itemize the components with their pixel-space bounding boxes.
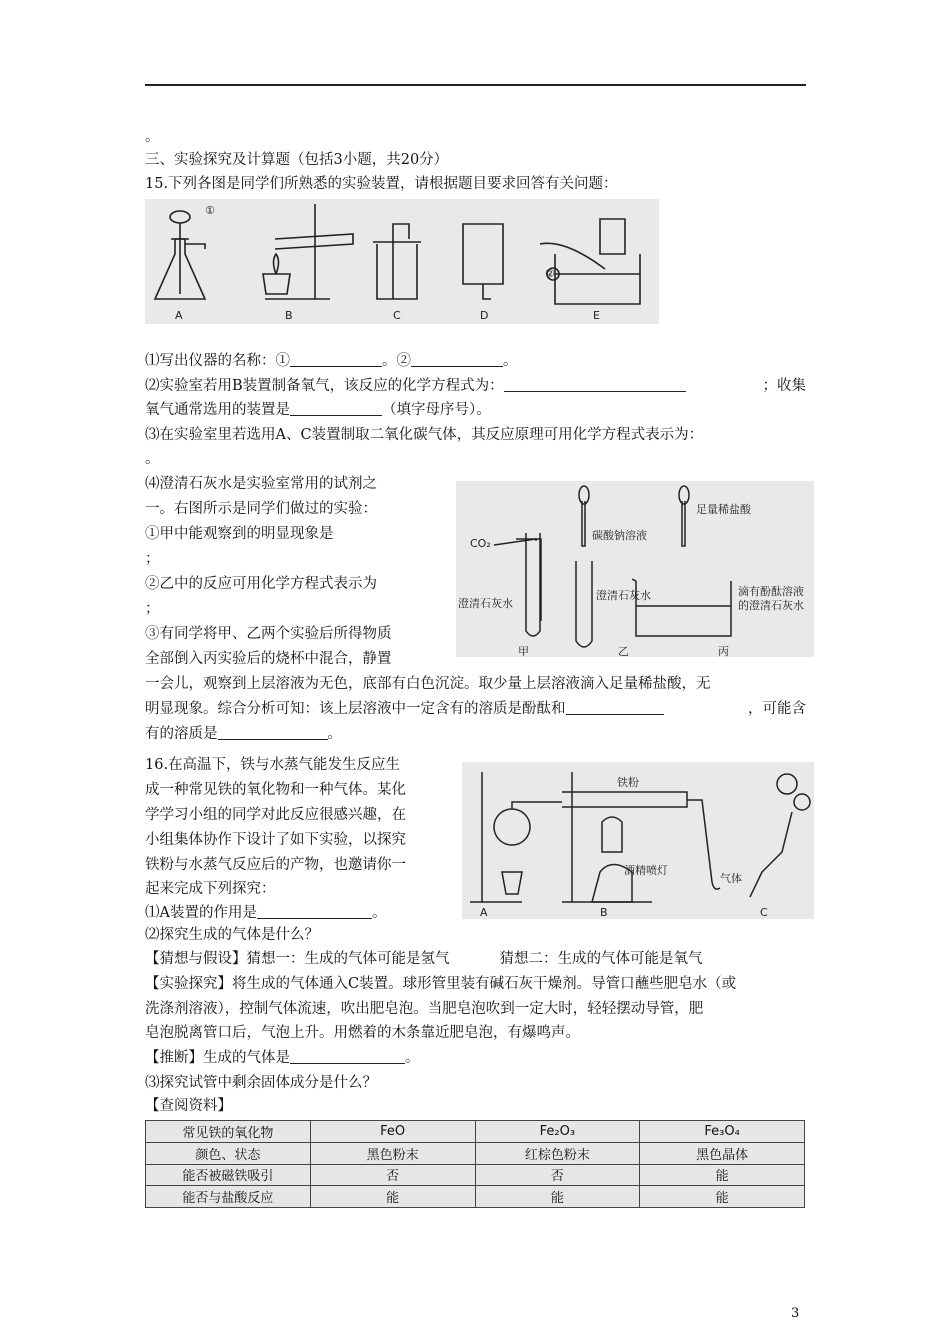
q15-part4-l7: ③有同学将甲、乙两个实验后所得物质 [145,626,392,642]
q16-part1: ⑴A装置的作用是 。 [145,905,387,921]
iron-oxides-table [145,1120,805,1208]
table-row [146,1186,805,1208]
label-c: C [393,309,401,322]
q15-stem: 15.下列各图是同学们所熟悉的实验装置，请根据题目要求回答有关问题： [145,176,618,192]
q16-part2: ⑵探究生成的气体是什么？ [145,927,319,943]
q15-part4-l5: ②乙中的反应可用化学方程式表示为 [145,576,377,592]
q15-part4-l11: 有的溶质是 。 [145,726,342,742]
table-cell: Fe₃O₄ [640,1121,805,1143]
q15-part2-line1: ⑵实验室若用B装置制备氧气，该反应的化学方程式为： ；收集 [145,378,806,394]
q16-part3: ⑶探究试管中剩余固体成分是什么？ [145,1075,377,1091]
q16-l1: 16.在高温下，铁与水蒸气能发生反应生 [145,757,401,773]
q15-part4-l8: 全部倒入丙实验后的烧杯中混合，静置 [145,651,392,667]
table-cell: Fe₂O₃ [475,1121,640,1143]
table-cell: 能否与盐酸反应 [146,1186,311,1208]
q15-part3: ⑶在实验室里若选用A、C装置制取二氧化碳气体，其反应原理可用化学方程式表示为： [145,427,704,443]
label-yi: 乙 [618,645,629,657]
phenolphthalein-label-1: 滴有酚酞溶液 [738,585,804,598]
q15-part4-l4: ； [145,551,160,567]
q15-part1: ⑴写出仪器的名称：① 。② 。 [145,353,518,369]
label-bing: 丙 [718,645,729,657]
q16-inference: 【推断】生成的气体是 。 [145,1050,420,1066]
label-jia: 甲 [518,645,529,657]
sodium-carbonate-label: 碳酸钠溶液 [592,529,647,542]
fig3-label-b: B [600,906,608,919]
label-b: B [285,309,293,322]
table-cell: 能 [640,1186,805,1208]
iron-steam-apparatus-figure [462,762,814,919]
fig3-label-c: C [760,906,768,919]
q16-hypothesis: 【猜想与假设】猜想一：生成的气体可能是氢气 猜想二：生成的气体可能是氧气 [145,951,703,967]
q16-l6: 起来完成下列探究： [145,881,276,897]
q15-part4-l9: 一会儿，观察到上层溶液为无色，底部有白色沉淀。取少量上层溶液滴入足量稀盐酸，无 [145,676,711,692]
label-d: D [480,309,489,322]
marker-2: ② [545,267,555,280]
q16-l3: 学学习小组的同学对此反应很感兴趣，在 [145,807,406,823]
gas-label: 气体 [720,872,742,885]
table-header-row [146,1121,805,1143]
q15-part4-l1: ⑷澄清石灰水是实验室常用的试剂之 [145,476,377,492]
table-cell: FeO [310,1121,475,1143]
phenolphthalein-label-2: 的澄清石灰水 [738,599,804,612]
co2-label: CO₂ [470,537,491,550]
limewater-experiments-figure [456,481,814,657]
table-cell: 否 [310,1164,475,1186]
q16-exp-l1: 【实验探究】将生成的气体通入C装置。球形管里装有碱石灰干燥剂。导管口蘸些肥皂水（或 [145,976,737,992]
table-cell: 能 [475,1186,640,1208]
label-e: E [593,309,600,322]
limewater-label-2: 澄清石灰水 [596,589,651,602]
table-cell: 否 [475,1164,640,1186]
table-row [146,1142,805,1164]
q15-part4-l6: ； [145,601,160,617]
table-row [146,1164,805,1186]
q16-l4: 小组集体协作下设计了如下实验，以探究 [145,832,406,848]
q16-reference-heading: 【查阅资料】 [145,1098,232,1114]
q15-part4-l2: 一。右图所示是同学们做过的实验： [145,501,377,517]
q16-exp-l3: 皂泡脱离管口后，气泡上升。用燃着的木条靠近肥皂泡，有爆鸣声。 [145,1025,580,1041]
table-cell: 能 [310,1186,475,1208]
q16-l2: 成一种常见铁的氧化物和一种气体。某化 [145,782,406,798]
table-cell: 红棕色粉末 [475,1142,640,1164]
table-cell: 颜色、状态 [146,1142,311,1164]
q16-exp-l2: 洗涤剂溶液），控制气体流速，吹出肥皂泡。当肥皂泡吹到一定大时，轻轻摆动导管，肥 [145,1001,704,1017]
q15-part3-end: 。 [145,451,160,467]
stray-period: 。 [145,129,160,145]
marker-1: ① [205,204,215,217]
table-cell: 能否被磁铁吸引 [146,1164,311,1186]
table-cell: 常见铁的氧化物 [146,1121,311,1143]
table-cell: 黑色晶体 [640,1142,805,1164]
q16-l5: 铁粉与水蒸气反应后的产物，也邀请你一 [145,857,406,873]
q15-part4-l10: 明显现象。综合分析可知：该上层溶液中一定含有的溶质是酚酞和 ，可能含 [145,701,806,717]
label-a: A [175,309,183,322]
section-title: 三、实验探究及计算题（包括3小题，共20分） [145,152,449,168]
blowtorch-label: 酒精喷灯 [624,864,668,877]
table-cell: 黑色粉末 [310,1142,475,1164]
fig3-label-a: A [480,906,488,919]
iron-powder-label: 铁粉 [617,776,639,789]
header-rule [145,84,806,86]
hydrochloric-acid-label: 足量稀盐酸 [696,503,751,516]
page-number: 3 [791,1306,800,1321]
q15-part2-line2: 氧气通常选用的装置是 （填字母序号）。 [145,402,491,418]
apparatus-figure-ae [145,199,659,324]
table-cell: 能 [640,1164,805,1186]
limewater-label-1: 澄清石灰水 [458,597,513,610]
q15-part4-l3: ①甲中能观察到的明显现象是 [145,526,334,542]
